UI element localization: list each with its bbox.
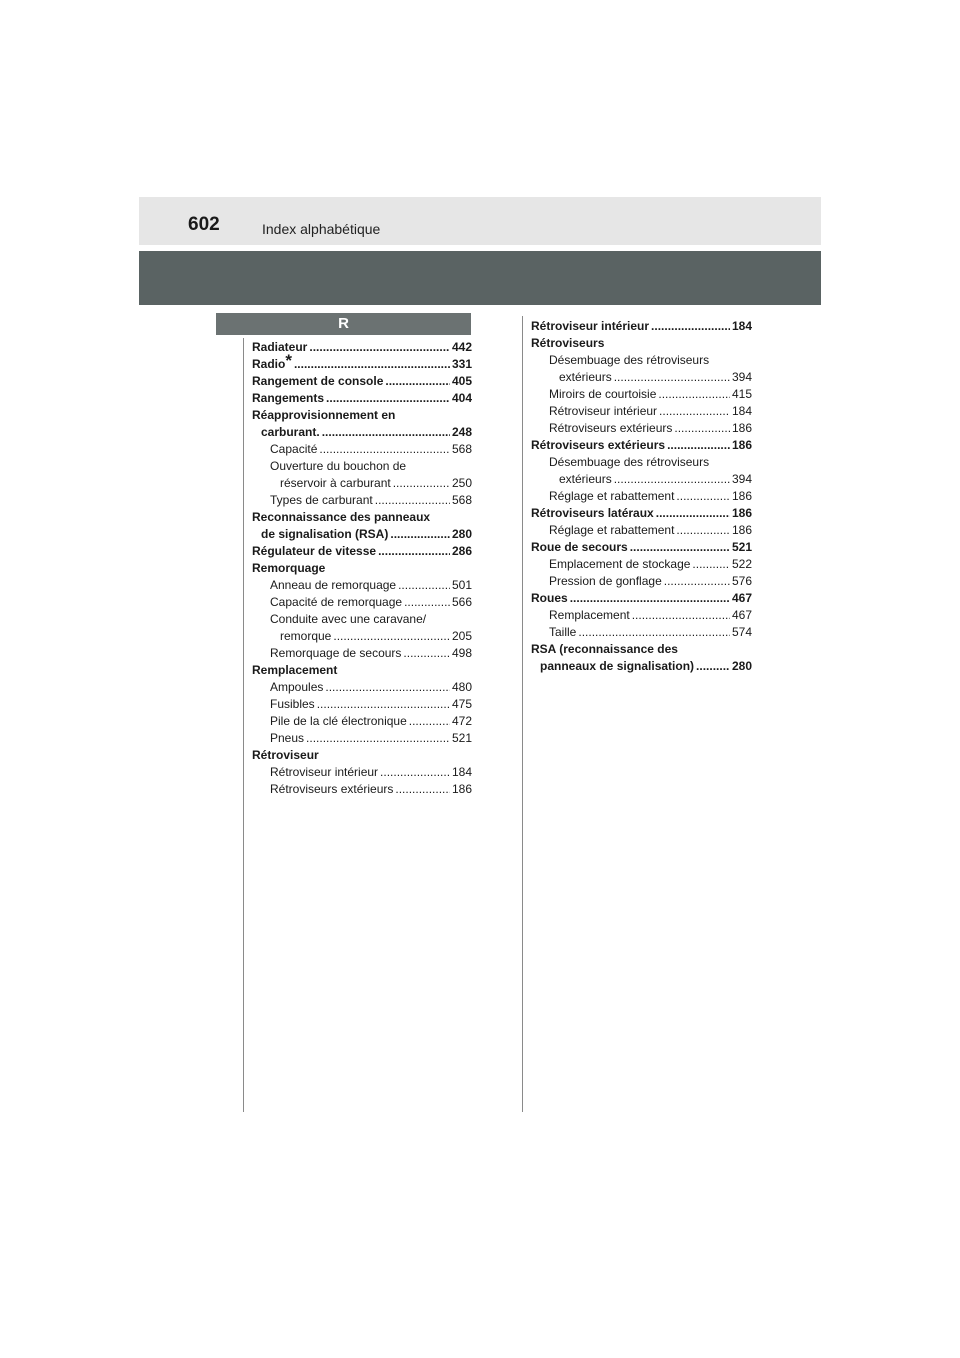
dot-leader xyxy=(632,607,730,624)
index-entry-label: Rétroviseurs extérieurs xyxy=(549,421,673,435)
index-entry-label: Fusibles xyxy=(270,697,315,711)
index-page-number: 480 xyxy=(451,680,472,694)
index-heading: Remorquage xyxy=(252,561,326,575)
index-page-number: 442 xyxy=(451,340,472,354)
index-entry-label: Ampoules xyxy=(270,680,324,694)
index-page-number: 467 xyxy=(731,608,752,622)
index-entry-label: Roues xyxy=(531,591,568,605)
index-page-number: 248 xyxy=(451,425,472,439)
index-page-number: 467 xyxy=(731,591,752,605)
index-page-number: 472 xyxy=(451,714,472,728)
index-page-number: 521 xyxy=(731,540,752,554)
index-entry-label: Rangement de console xyxy=(252,374,384,388)
index-entry-label: Rétroviseurs extérieurs xyxy=(270,782,394,796)
page-title: Index alphabétique xyxy=(262,221,381,237)
dot-leader xyxy=(578,624,730,641)
dot-leader xyxy=(390,526,450,543)
dot-leader xyxy=(378,543,450,560)
index-entry-label: Réglage et rabattement xyxy=(549,489,675,503)
index-heading: Ouverture du bouchon de xyxy=(270,459,407,473)
section-band xyxy=(139,251,821,305)
dot-leader xyxy=(656,505,730,522)
index-page-number: 568 xyxy=(451,442,472,456)
index-page-number: 250 xyxy=(451,476,472,490)
index-heading: Conduite avec une caravane/ xyxy=(270,612,427,626)
dot-leader xyxy=(317,696,450,713)
index-entry[interactable] xyxy=(531,573,752,590)
index-entry[interactable] xyxy=(531,539,752,556)
asterisk-icon: * xyxy=(285,351,292,370)
dot-leader xyxy=(570,590,730,607)
index-entry[interactable] xyxy=(252,475,472,492)
index-entry-label: Rétroviseur intérieur xyxy=(549,404,658,418)
index-entry[interactable] xyxy=(252,543,472,560)
index-heading: Réapprovisionnement en xyxy=(252,408,396,422)
index-entry-label: extérieurs xyxy=(559,370,612,384)
dot-leader xyxy=(326,390,450,407)
dot-leader xyxy=(306,730,450,747)
index-entry[interactable] xyxy=(531,658,752,675)
index-entry-label: Anneau de remorquage xyxy=(270,578,397,592)
index-page-number: 280 xyxy=(731,659,752,673)
index-page-number: 394 xyxy=(731,472,752,486)
index-heading: Reconnaissance des panneaux xyxy=(252,510,431,524)
header-band xyxy=(139,197,821,245)
dot-leader xyxy=(692,556,730,573)
dot-leader xyxy=(614,369,730,386)
page-number: 602 xyxy=(188,214,220,235)
index-heading: Désembuage des rétroviseurs xyxy=(549,455,710,469)
index-page-number: 186 xyxy=(731,438,752,452)
index-entry-label: Capacité xyxy=(270,442,318,456)
index-entry-label: réservoir à carburant xyxy=(280,476,391,490)
index-page-number: 405 xyxy=(451,374,472,388)
index-page-number: 522 xyxy=(731,557,752,571)
index-heading: RSA (reconnaissance des xyxy=(531,642,678,656)
index-page-number: 568 xyxy=(451,493,472,507)
index-heading: Rétroviseur xyxy=(252,748,319,762)
index-entry-label: carburant. xyxy=(261,425,320,439)
index-page-number: 498 xyxy=(451,646,472,660)
index-entry-label: Rétroviseur intérieur xyxy=(270,765,379,779)
dot-leader xyxy=(667,437,730,454)
index-page-number: 521 xyxy=(451,731,472,745)
index-heading: Désembuage des rétroviseurs xyxy=(549,353,710,367)
index-entry[interactable] xyxy=(252,492,472,509)
index-heading: Rétroviseurs xyxy=(531,336,605,350)
dot-leader xyxy=(393,475,450,492)
index-entry[interactable] xyxy=(252,730,472,747)
index-entry-label: extérieurs xyxy=(559,472,612,486)
dot-leader xyxy=(395,781,450,798)
index-page-number: 286 xyxy=(451,544,472,558)
index-entry-label: Rangements xyxy=(252,391,325,405)
column-rule-right xyxy=(522,316,523,1112)
index-entry[interactable] xyxy=(531,505,752,522)
index-entry-label: Réglage et rabattement xyxy=(549,523,675,537)
dot-leader xyxy=(398,577,450,594)
index-page-number: 404 xyxy=(451,391,472,405)
index-entry-label: de signalisation (RSA) xyxy=(261,527,389,541)
index-page-number: 186 xyxy=(731,523,752,537)
section-letter-bar xyxy=(216,313,471,335)
dot-leader xyxy=(630,539,730,556)
dot-leader xyxy=(658,386,730,403)
index-entry-label: Emplacement de stockage xyxy=(549,557,691,571)
index-entry[interactable] xyxy=(531,420,752,437)
dot-leader xyxy=(614,471,730,488)
column-rule-left xyxy=(243,338,244,1112)
dot-leader xyxy=(385,373,450,390)
index-entry[interactable] xyxy=(252,764,472,781)
dot-leader xyxy=(319,441,450,458)
dot-leader xyxy=(375,492,450,509)
index-entry-label: remorque xyxy=(280,629,332,643)
dot-leader xyxy=(333,628,450,645)
index-page-number: 566 xyxy=(451,595,472,609)
index-entry-label: Capacité de remorquage xyxy=(270,595,403,609)
index-entry[interactable] xyxy=(252,441,472,458)
index-column-left xyxy=(252,339,472,798)
dot-leader xyxy=(409,713,450,730)
dot-leader xyxy=(676,488,730,505)
index-entry-label: Rétroviseur intérieur xyxy=(531,319,650,333)
index-entry[interactable] xyxy=(531,369,752,386)
index-entry[interactable] xyxy=(531,522,752,539)
index-entry[interactable] xyxy=(252,696,472,713)
index-page-number: 475 xyxy=(451,697,472,711)
index-page-number: 186 xyxy=(451,782,472,796)
index-entry-label: Radiateur xyxy=(252,340,308,354)
index-page-number: 394 xyxy=(731,370,752,384)
index-entry[interactable] xyxy=(252,628,472,645)
index-entry[interactable] xyxy=(252,526,472,543)
index-entry[interactable] xyxy=(531,590,752,607)
index-entry-label: Radio* xyxy=(252,351,292,371)
index-entry[interactable] xyxy=(252,645,472,662)
index-entry-label: Régulateur de vitesse xyxy=(252,544,377,558)
dot-leader xyxy=(651,318,730,335)
index-page-number: 331 xyxy=(451,357,472,371)
index-page-number: 186 xyxy=(731,489,752,503)
index-entry[interactable] xyxy=(531,471,752,488)
index-entry[interactable] xyxy=(531,488,752,505)
index-entry[interactable] xyxy=(252,594,472,611)
index-page-number: 415 xyxy=(731,387,752,401)
index-entry[interactable] xyxy=(531,607,752,624)
index-entry-label: Miroirs de courtoisie xyxy=(549,387,657,401)
index-entry-label: panneaux de signalisation) xyxy=(540,659,695,673)
index-entry[interactable] xyxy=(531,318,752,335)
index-page-number: 186 xyxy=(731,506,752,520)
index-column-right xyxy=(531,318,752,675)
index-page-number: 501 xyxy=(451,578,472,592)
section-letter: R xyxy=(338,315,349,332)
index-page-number: 184 xyxy=(731,404,752,418)
index-entry[interactable] xyxy=(252,373,472,390)
dot-leader xyxy=(322,424,450,441)
index-entry[interactable] xyxy=(531,386,752,403)
index-entry-label: Remplacement xyxy=(549,608,630,622)
dot-leader xyxy=(380,764,450,781)
index-entry[interactable] xyxy=(252,679,472,696)
index-page-number: 576 xyxy=(731,574,752,588)
index-entry[interactable] xyxy=(531,624,752,641)
dot-leader xyxy=(674,420,730,437)
dot-leader xyxy=(676,522,730,539)
index-heading: Remplacement xyxy=(252,663,338,677)
index-page-number: 184 xyxy=(731,319,752,333)
index-entry-label: Pneus xyxy=(270,731,305,745)
index-page-number: 280 xyxy=(451,527,472,541)
index-entry[interactable] xyxy=(252,713,472,730)
index-entry-label: Pression de gonflage xyxy=(549,574,662,588)
index-entry-label: Pile de la clé électronique xyxy=(270,714,407,728)
dot-leader xyxy=(664,573,730,590)
index-entry[interactable] xyxy=(531,437,752,454)
dot-leader xyxy=(403,645,450,662)
dot-leader xyxy=(404,594,450,611)
index-entry[interactable] xyxy=(531,556,752,573)
index-page-number: 186 xyxy=(731,421,752,435)
index-page-number: 205 xyxy=(451,629,472,643)
index-entry[interactable] xyxy=(252,351,472,373)
dot-leader xyxy=(309,339,450,356)
index-page-number: 574 xyxy=(731,625,752,639)
index-entry[interactable] xyxy=(531,403,752,420)
dot-leader xyxy=(696,658,730,675)
index-entry-label: Rétroviseurs latéraux xyxy=(531,506,654,520)
index-entry[interactable] xyxy=(252,424,472,441)
index-entry-label: Taille xyxy=(549,625,577,639)
index-entry[interactable] xyxy=(252,390,472,407)
dot-leader xyxy=(659,403,730,420)
index-entry-label: Types de carburant xyxy=(270,493,373,507)
index-entry-label: Roue de secours xyxy=(531,540,628,554)
dot-leader xyxy=(294,356,450,373)
index-entry[interactable] xyxy=(252,781,472,798)
index-entry[interactable] xyxy=(252,577,472,594)
index-page-number: 184 xyxy=(451,765,472,779)
dot-leader xyxy=(325,679,450,696)
index-entry-label: Remorquage de secours xyxy=(270,646,402,660)
index-entry-label: Rétroviseurs extérieurs xyxy=(531,438,666,452)
